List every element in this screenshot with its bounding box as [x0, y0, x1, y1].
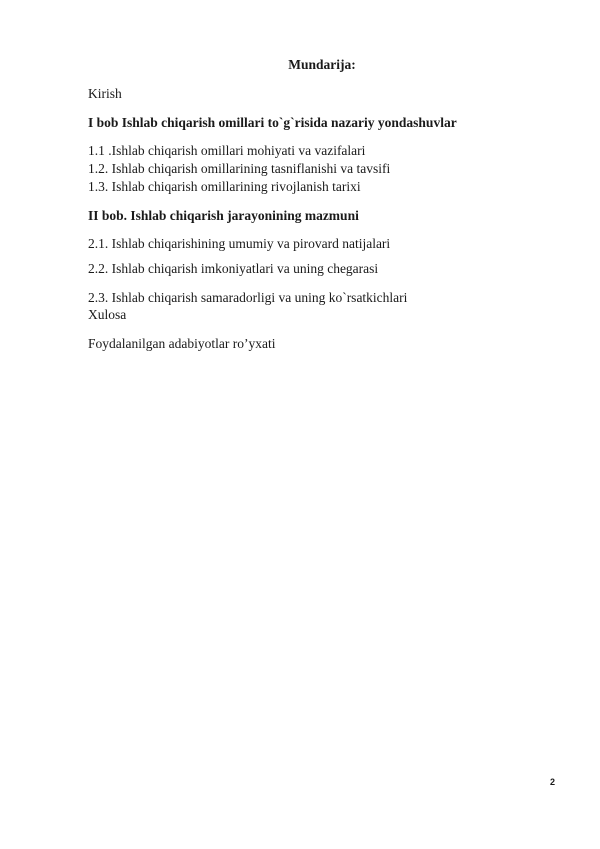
toc-entry-2-2: 2.2. Ishlab chiqarish imkoniyatlari va uning chegarasi — [88, 261, 379, 276]
toc-title — [0, 57, 600, 73]
toc-entry-2-3: 2.3. Ishlab chiqarish samaradorligi va uning ko`rsatkichlari — [88, 290, 408, 305]
toc-entry-intro: Kirish — [88, 86, 122, 101]
toc-entry-1-1: 1.1 .Ishlab chiqarish omillari mohiyati va vazifalari — [88, 143, 366, 158]
toc-entry-references: Foydalanilgan adabiyotlar ro’yxati — [88, 336, 276, 351]
chapter-1-heading: I bob Ishlab chiqarish omillari to`g`risida nazariy yondashuvlar — [88, 115, 457, 130]
toc-entry-2-1: 2.1. Ishlab chiqarishining umumiy va pirovard natijalari — [88, 236, 391, 251]
toc-entry-1-3: 1.3. Ishlab chiqarish omillarining rivojlanish tarixi — [88, 179, 361, 194]
toc-title-text: Mundarija: — [288, 57, 356, 72]
page-number: 2 — [550, 777, 556, 787]
chapter-2-heading: II bob. Ishlab chiqarish jarayonining mazmuni — [88, 208, 359, 223]
toc-entry-conclusion: Xulosa — [88, 307, 127, 322]
toc-entry-1-2: 1.2. Ishlab chiqarish omillarining tasniflanishi va tavsifi — [88, 161, 391, 176]
